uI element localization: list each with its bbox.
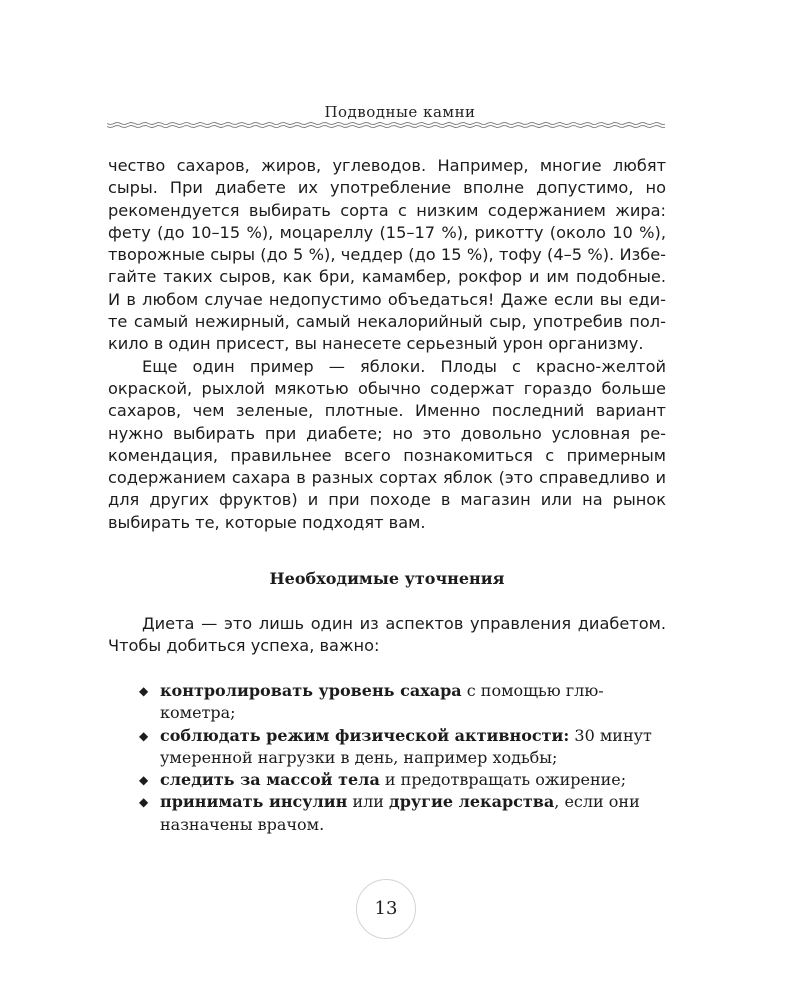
- diamond-bullet-icon: ◆: [139, 795, 149, 810]
- paragraph-apples: Еще один пример — яблоки. Плоды с красно-желтой окраской, рыхлой мякотью обычно содержат гораздо больше сахаров, чем зеленые, плотные. Именно последний вариант нужно выбирать при диабете; но это довольно условная рекомендация, правильнее всего познакомиться с примерным содержанием сахара в разных сортах яблок (это справедливо и для других фруктов) и при походе в магазин или на рынок выбирать те, которые подходят вам.: [108, 356, 666, 532]
- body-text: [108, 155, 666, 534]
- diamond-bullet-icon: ◆: [139, 728, 149, 743]
- running-title: Подводные камни: [324, 103, 476, 121]
- section-heading: Необходимые уточнения: [269, 569, 505, 588]
- section-intro: Диета — это лишь один из аспектов управления диабетом. Чтобы добиться успеха, важно:: [108, 614, 666, 656]
- wavy-rule-divider: [107, 121, 667, 129]
- paragraph-cheese: чество сахаров, жиров, углеводов. Например, многие любят сыры. При диабете их употребление вполне допустимо, но рекомендуется выбирать сорта с низким содержанием жира: фету (до 10–15 %), моцареллу (15–17 %), рикотту (около 10 %), творожные сыры (до 5 %), чеддер (до 15 %), тофу (4–5 %). Избегайте таких сыров, как бри, камамбер, рокфор и им подобные. И в любом случае недопустимо объедаться! Даже если вы едите самый нежирный, самый некалорийный сыр, употребив полкило в один присест, вы нанесете серьезный урон организму.: [108, 156, 666, 354]
- list-item: ◆ контролировать уровень сахара с помощью глюкометра;: [139, 681, 604, 723]
- list-item: ◆ следить за массой тела и предотвращать ожирение;: [138, 769, 668, 791]
- list-item: ◆ принимать инсулин или другие лекарства, если они назначены врачом.: [139, 792, 640, 834]
- page-number: 13: [356, 879, 416, 939]
- bullet-list: [138, 680, 668, 836]
- diamond-bullet-icon: ◆: [139, 773, 149, 788]
- list-item: ◆ соблюдать режим физической активности: 30 минут умеренной нагрузки в день, например ходьбы;: [139, 725, 652, 767]
- diamond-bullet-icon: ◆: [139, 684, 149, 698]
